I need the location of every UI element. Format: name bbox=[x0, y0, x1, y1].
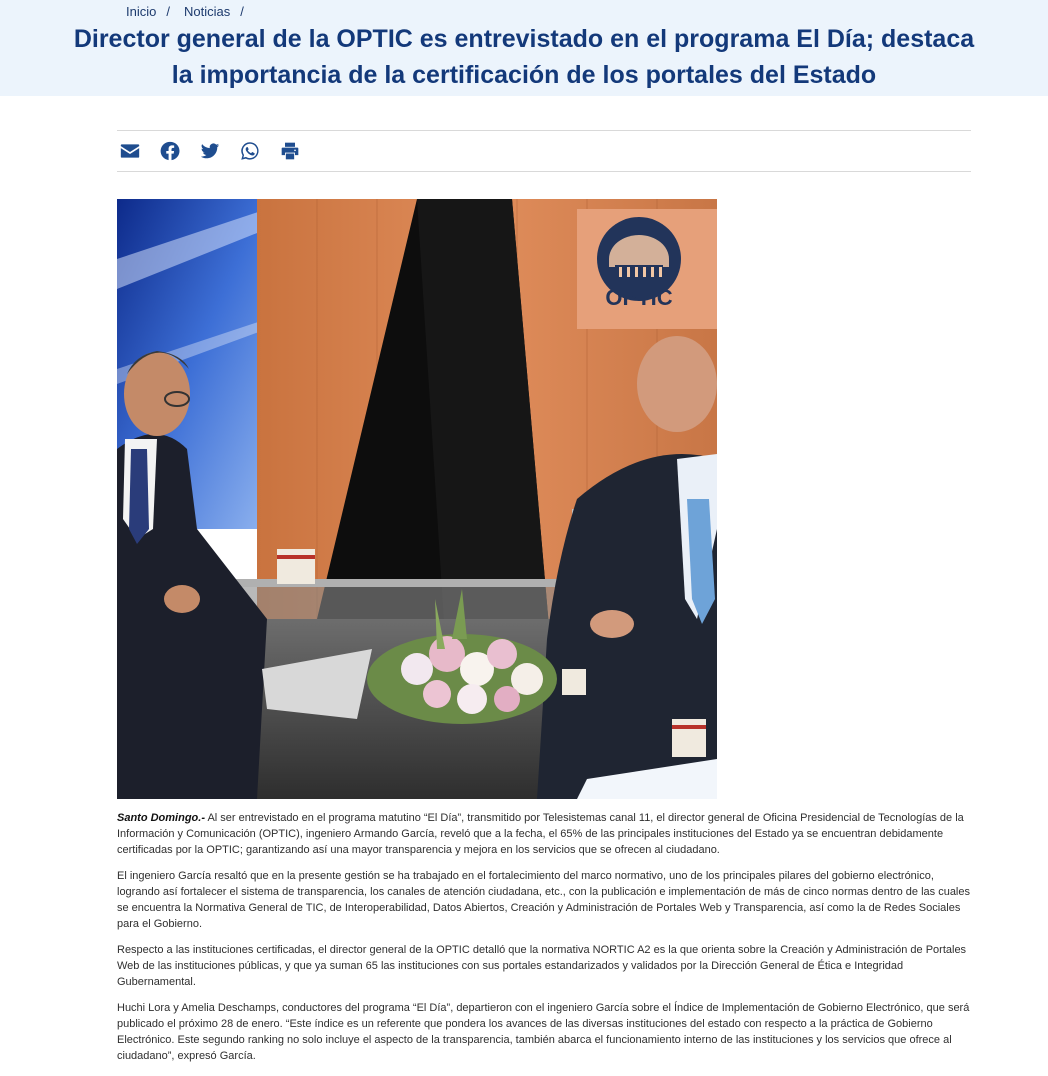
article-paragraph-1-text: Al ser entrevistado en el programa matutino “El Día”, transmitido por Telesistemas canal 11, el director general de Oficina Presidencial de Tecnologías de la Información y Comunicación (OPTIC), ingeniero Armando García, reveló que a la fecha, el 65% de las principales instituciones del Estado ya se encuentran debidamente certificadas por la OPTIC; garantizando así una mayor transparencia y mejora en los servicios que se ofrecen al ciudadano. bbox=[117, 812, 964, 856]
article-paragraph: El ingeniero García resaltó que en la presente gestión se ha trabajado en el fortalecimiento del marco normativo, uno de los principales pilares del gobierno electrónico, logrando así fortalecer el sistema de transparencia, los canales de atención ciudadana, etc., con la publicación e implementación de más de cinco normas dentro de las cuales se encuentra la Normativa General de TIC, de Interoperabilidad, Datos Abiertos, Creación y Administración de Portales Web y Transparencia, así como la de Redes Sociales para el Gobierno. bbox=[117, 870, 970, 930]
article-dateline: Santo Domingo.- bbox=[117, 812, 205, 824]
article-paragraph bbox=[117, 810, 973, 858]
breadcrumb-separator: / bbox=[240, 4, 244, 19]
optic-logo bbox=[597, 217, 681, 310]
share-bar bbox=[117, 130, 971, 172]
article-photo bbox=[117, 199, 717, 799]
breadcrumb-link-inicio[interactable]: Inicio bbox=[126, 4, 157, 19]
interview-photo bbox=[117, 199, 717, 799]
whatsapp-icon bbox=[240, 141, 260, 161]
email-icon bbox=[120, 141, 140, 161]
page-title: Director general de la OPTIC es entrevistado en el programa El Día; destaca la importancia de la certificación de los portales del Estado bbox=[73, 25, 975, 89]
share-twitter-button[interactable] bbox=[199, 140, 221, 162]
title-header-band bbox=[0, 0, 1048, 96]
share-email-button[interactable] bbox=[119, 140, 141, 162]
breadcrumb-separator: / bbox=[166, 4, 170, 19]
share-whatsapp-button[interactable] bbox=[239, 140, 261, 162]
breadcrumb bbox=[126, 4, 258, 20]
print-button[interactable] bbox=[279, 140, 301, 162]
share-facebook-button[interactable] bbox=[159, 140, 181, 162]
facebook-icon bbox=[160, 141, 180, 161]
article-body bbox=[117, 810, 973, 1074]
print-icon bbox=[280, 141, 300, 161]
article-paragraph: Respecto a las instituciones certificadas, el director general de la OPTIC detalló que la normativa NORTIC A2 es la que orienta sobre la Creación y Administración de Portales Web de las instituciones públicas, y que ya suman 65 las instituciones con sus portales estandarizados y validados por la Dirección General de Ética e Integridad Gubernamental. bbox=[117, 944, 967, 988]
article-paragraph: Huchi Lora y Amelia Deschamps, conductores del programa “El Día”, departieron con el ingeniero García sobre el Índice de Implementación de Gobierno Electrónico, que será publicado el próximo 28 de enero. “Este índice es un referente que pondera los avances de las diversas instituciones del estado con respecto a la práctica de Gobierno Electrónico. Este segundo ranking no solo incluye el aspecto de la transparencia, también abarca el funcionamiento interno de las instituciones y los servicios que ofrece al ciudadano”, expresó García. bbox=[117, 1002, 970, 1062]
optic-logo-text: OPTIC bbox=[605, 285, 673, 310]
breadcrumb-link-noticias[interactable]: Noticias bbox=[183, 4, 231, 19]
twitter-icon bbox=[200, 141, 220, 161]
